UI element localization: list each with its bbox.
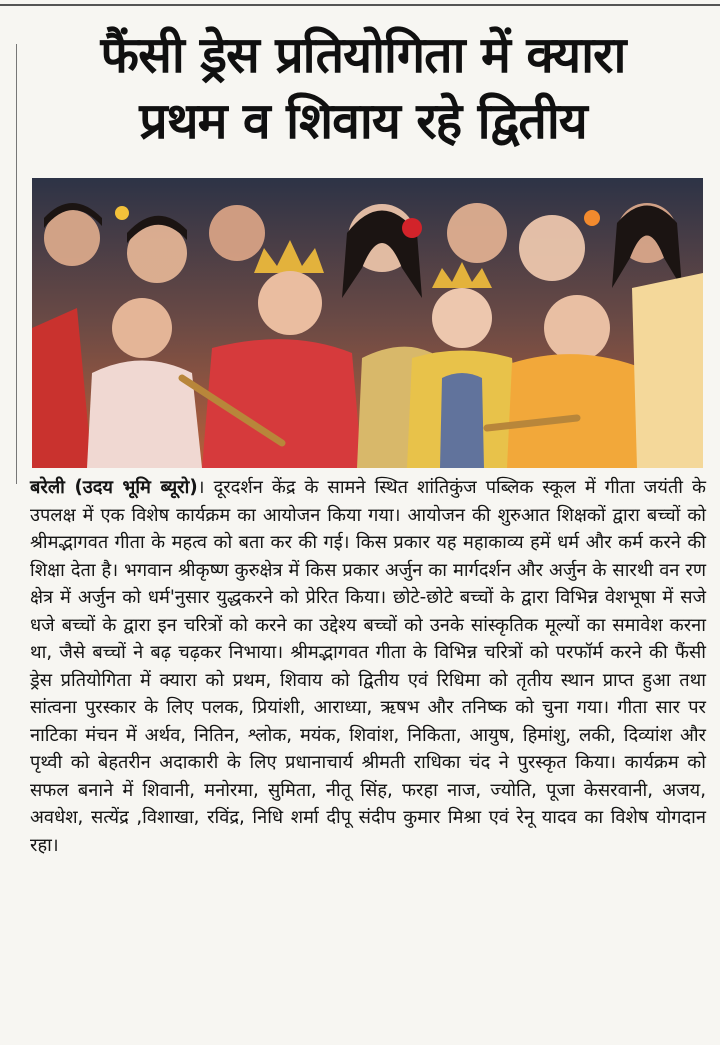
article-text: । दूरदर्शन केंद्र के सामने स्थित शांतिकुंज पब्लिक स्कूल में गीता जयंती के उपलक्ष में एक विशेष कार्यक्रम का आयोजन किया गया। आयोजन की शुरुआत शिक्षकों द्वारा बच्चों को श्रीमद्भागवत गीता के महत्व को बता कर की गई। किस प्रकार यह महाकाव्य हमें धर्म और कर्म करने की शिक्षा देता है। भगवान श्रीकृष्ण कुरुक्षेत्र में किस प्रकार अर्जुन का मार्गदर्शन और अर्जुन के सारथी वन रण क्षेत्र में अर्जुन को धर्म'नुसार युद्धकरने को प्रेरित किया। छोटे-छोटे बच्चों के द्वारा विभिन्न वेशभूषा में सजे धजे बच्चों के द्वारा इन चरित्रों को करने का उद्देश्य बच्चों को उनके सांस्कृतिक मूल्यों का समावेश करना था, जैसे बच्चों ने बढ़ चढ़कर निभाया। श्रीमद्भागवत गीता के विभिन्न चरित्रों को परफॉर्म करने की फैंसी ड्रेस प्रतियोगिता में क्यारा को प्रथम, शिवाय को द्वितीय एवं रिधिमा को तृतीय स्थान प्राप्त हुआ तथा सांत्वना पुरस्कार के लिए पलक, प्रियांशी, आराध्या, ऋषभ और तनिष्क को चुना गया। गीता सार पर नाटिका मंचन में अर्थव, नितिन, श्लोक, मयंक, शिवांश, निकिता, आयुष, हिमांशु, लकी, दिव्यांश और पृथ्वी को बेहतरीन अदाकारी के लिए प्रधानाचार्य श्रीमती राधिका चंद ने पुरस्कृत किया। कार्यक्रम को सफल बनाने में शिवानी, मनोरमा, सुमिता, नीतू सिंह, फरहा नाज, ज्योति, पूजा केसरवानी, अजय, अवधेश, सत्येंद्र ,विशाखा, रविंद्र, निधि शर्मा दीपू संदीप कुमार मिश्रा एवं रेनू यादव का विशेष योगदान रहा।: [30, 477, 706, 856]
article-body: [30, 474, 706, 859]
headline-line-1: फैंसी ड्रेस प्रतियोगिता में क्यारा: [100, 26, 626, 84]
dateline: बरेली (उदय भूमि ब्यूरो): [30, 477, 198, 498]
children-in-costume-photo-icon: [32, 178, 703, 468]
page-top-rule: [0, 4, 720, 6]
column-rule: [16, 44, 17, 484]
headline: [28, 22, 698, 154]
headline-line-2: प्रथम व शिवाय रहे द्वितीय: [139, 92, 587, 150]
news-photo: [32, 178, 703, 468]
